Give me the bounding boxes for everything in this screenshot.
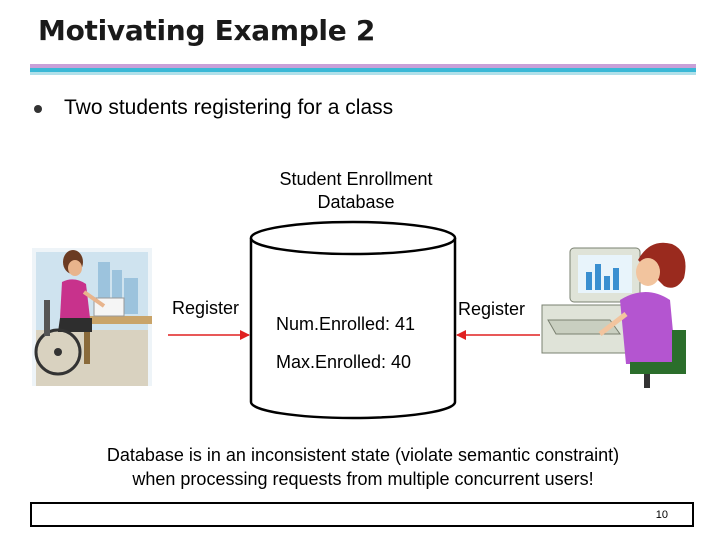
left-register-label: Register [172, 298, 240, 318]
conclusion-line1: Database is in an inconsistent state (violate semantic constraint) [106, 445, 620, 465]
slide-title: Motivating Example 2 [38, 14, 376, 47]
conclusion-text [40, 443, 686, 491]
database-caption-line2: Database [317, 192, 395, 212]
bullet-text: Two students registering for a class [64, 96, 394, 119]
conclusion-line2: when processing requests from multiple concurrent users! [132, 469, 594, 489]
right-register-label: Register [458, 299, 526, 319]
num-enrolled-label: Num.Enrolled: 41 [276, 314, 416, 334]
max-enrolled-label: Max.Enrolled: 40 [276, 352, 412, 372]
page-number: 10 [655, 509, 668, 521]
footer-bar [30, 502, 694, 527]
right-student-icon [542, 243, 686, 388]
database-caption-line1: Student Enrollment [279, 169, 433, 189]
left-student-icon [32, 248, 152, 386]
